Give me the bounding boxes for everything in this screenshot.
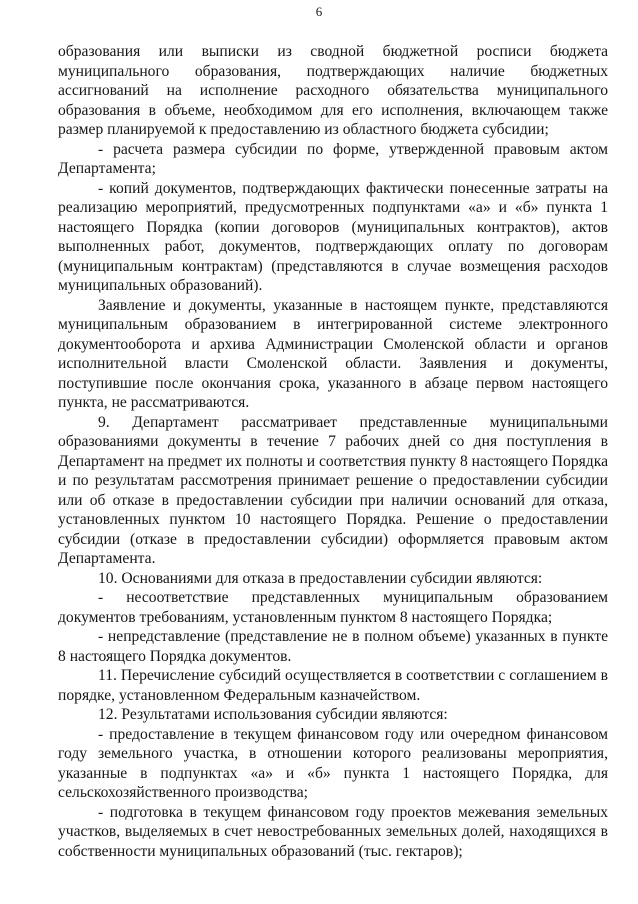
paragraph-continuation: образования или выписки из сводной бюджетной росписи бюджета муниципального образования, подтверждающих наличие бюджетных ассигнований на исполнение расходного обязательства муниципального образования в объеме, необходимом для его исполнения, включающем также размер планируемой к предоставлению из областного бюджета субсидии; (58, 43, 608, 138)
paragraph-expense-documents: - копий документов, подтверждающих фактически понесенные затраты на реализацию мероприятий, предусмотренных подпунктами «а» и «б» пункта 1 настоящего Порядка (копии договоров (муниципальных контрактов), актов выполненных работ, документов, подтверждающих оплату по договорам (муниципальным контрактам) (представляются в случае возмещения расходов муниципальных образований). (58, 179, 608, 294)
paragraph-item-10-reason-2: - непредставление (представление не в полном объеме) указанных в пункте 8 настоящего Порядка документов. (58, 628, 608, 665)
paragraph-item-12-result-2: - подготовка в текущем финансовом году проектов межевания земельных участков, выделяемых в счет невостребованных земельных долей, находящихся в собственности муниципальных образований (тыс. гектаров); (58, 803, 608, 860)
paragraph-subsidy-calculation: - расчета размера субсидии по форме, утвержденной правовым актом Департамента; (58, 140, 608, 177)
paragraph-item-9: 9. Департамент рассматривает представленные муниципальными образованиями документы в течение 7 рабочих дней со дня поступления в Департамент на предмет их полноты и соответствия пункту 8 настоящего Порядка и по результатам рассмотрения принимает решение о предоставлении субсидии или об отказе в предоставлении субсидии при наличии оснований для отказа, установленных пунктом 10 настоящего Порядка. Решение о предоставлении субсидии (отказе в предоставлении субсидии) оформляется правовым актом Департамента. (58, 413, 608, 567)
paragraph-item-10: 10. Основаниями для отказа в предоставлении субсидии являются: (98, 569, 543, 587)
paragraph-item-12: 12. Результатами использования субсидии являются: (98, 706, 448, 723)
paragraph-item-12-result-1: - предоставление в текущем финансовом году или очередном финансовом году земельного участка, в отношении которого реализованы мероприятия, указанные в подпунктах «а» и «б» пункта 1 настоящего Порядка, для сельскохозяйственного производства; (58, 725, 608, 801)
page-number: 6 (315, 4, 323, 19)
document-body (58, 42, 608, 861)
paragraph-item-10-reason-1: - несоответствие представленных муниципальным образованием документов требованиям, установленным пунктом 8 настоящего Порядка; (58, 589, 608, 626)
paragraph-submission: Заявление и документы, указанные в настоящем пункте, представляются муниципальным образованием в интегрированной системе электронного документооборота и архива Администрации Смоленской области и органов исполнительной власти Смоленской области. Заявления и документы, поступившие после окончания срока, указанного в абзаце первом настоящего пункта, не рассматриваются. (58, 296, 608, 411)
paragraph-item-11: 11. Перечисление субсидий осуществляется в соответствии с соглашением в порядке, установленном Федеральным казначейством. (58, 667, 608, 704)
